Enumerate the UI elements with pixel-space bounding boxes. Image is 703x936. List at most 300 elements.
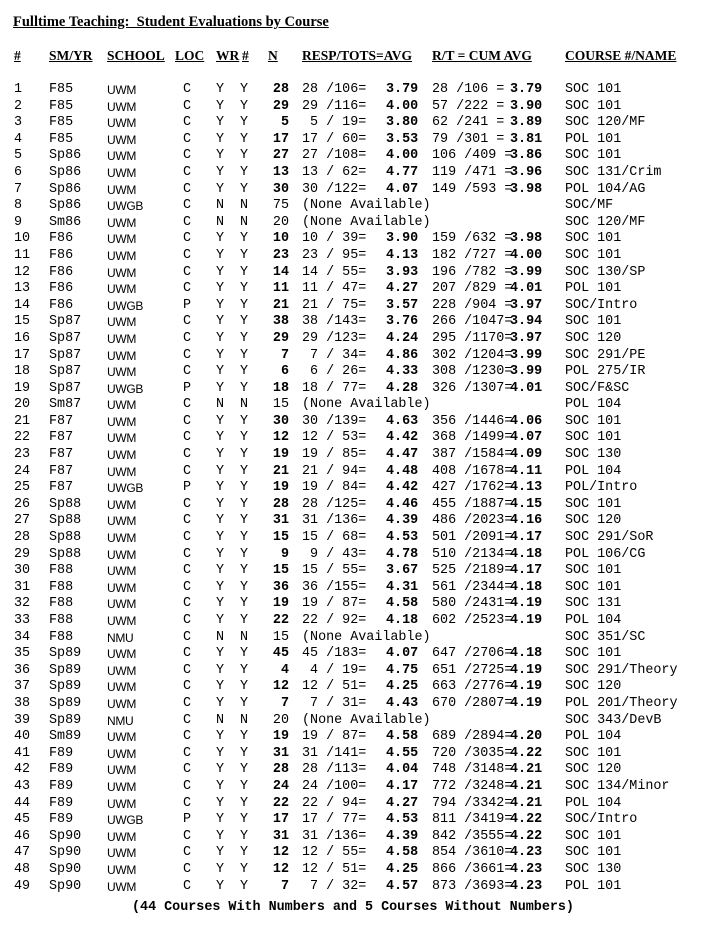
cumulative-average: 4.20	[510, 729, 543, 745]
responses-totals: (None Available)	[302, 397, 431, 413]
responses-totals: 12 / 55=	[302, 845, 367, 861]
cumulative-average: 3.96	[510, 164, 543, 180]
semester-year: Sp87	[49, 380, 82, 396]
responses-totals: 28 /113=	[302, 762, 367, 778]
location: C	[183, 264, 192, 280]
enrollment-n: 31	[272, 828, 289, 844]
hash-flag: Y	[240, 778, 249, 794]
running-totals: 368 /1499=	[432, 430, 513, 446]
average: 4.75	[386, 662, 419, 678]
cumulative-average: 4.23	[510, 861, 543, 877]
course-name: SOC 130	[565, 447, 622, 463]
average: 4.27	[386, 281, 419, 297]
hash-flag: Y	[240, 795, 249, 811]
table-row	[0, 148, 703, 165]
semester-year: F87	[49, 413, 74, 429]
hash-flag: Y	[240, 845, 249, 861]
cumulative-average: 4.19	[510, 596, 543, 612]
running-totals: 647 /2706=	[432, 646, 513, 662]
wr-flag: Y	[216, 778, 225, 794]
row-number: 23	[14, 447, 31, 463]
running-totals: 119 /471 =	[432, 164, 513, 180]
enrollment-n: 12	[272, 430, 289, 446]
average: 3.53	[386, 131, 419, 147]
location: C	[183, 364, 192, 380]
cumulative-average: 4.13	[510, 480, 543, 496]
hash-flag: Y	[240, 729, 249, 745]
responses-totals: 38 /143=	[302, 314, 367, 330]
running-totals: 525 /2189=	[432, 563, 513, 579]
course-name: SOC 101	[565, 430, 622, 446]
course-name: SOC 131/Crim	[565, 164, 662, 180]
average: 4.55	[386, 745, 419, 761]
location: C	[183, 214, 192, 230]
wr-flag: N	[216, 629, 225, 645]
average: 4.13	[386, 247, 419, 263]
course-name: POL 201/Theory	[565, 695, 678, 711]
table-row	[0, 281, 703, 298]
school: UWM	[107, 282, 137, 297]
semester-year: Sp88	[49, 546, 82, 562]
table-row	[0, 430, 703, 447]
responses-totals: 27 /108=	[302, 148, 367, 164]
location: C	[183, 397, 192, 413]
table-row	[0, 331, 703, 348]
running-totals: 302 /1204=	[432, 347, 513, 363]
enrollment-n: 7	[280, 695, 289, 711]
course-name: POL 104	[565, 795, 622, 811]
cumulative-average: 4.15	[510, 496, 543, 512]
course-name: SOC 291/SoR	[565, 530, 654, 546]
semester-year: Sp90	[49, 861, 82, 877]
wr-flag: Y	[216, 530, 225, 546]
running-totals: 854 /3610=	[432, 845, 513, 861]
semester-year: Sp90	[49, 878, 82, 894]
semester-year: Sp89	[49, 679, 82, 695]
wr-flag: Y	[216, 181, 225, 197]
responses-totals: 23 / 95=	[302, 247, 367, 263]
hash-flag: N	[240, 198, 249, 214]
school: UWM	[107, 846, 137, 861]
row-number: 15	[14, 314, 31, 330]
running-totals: 663 /2776=	[432, 679, 513, 695]
cumulative-average: 4.23	[510, 878, 543, 894]
table-row	[0, 796, 703, 813]
hash-flag: Y	[240, 496, 249, 512]
hash-flag: N	[240, 712, 249, 728]
average: 3.90	[386, 231, 419, 247]
running-totals: 62 /241 =	[432, 115, 505, 131]
hash-flag: Y	[240, 513, 249, 529]
row-number: 3	[14, 115, 23, 131]
semester-year: Sp86	[49, 148, 82, 164]
semester-year: F88	[49, 563, 74, 579]
hash-flag: Y	[240, 530, 249, 546]
running-totals: 720 /3035=	[432, 745, 513, 761]
school: UWM	[107, 365, 137, 380]
cumulative-average: 3.90	[510, 98, 543, 114]
hash-flag: Y	[240, 314, 249, 330]
school: NMU	[107, 630, 134, 645]
hash-flag: Y	[240, 264, 249, 280]
row-number: 6	[14, 164, 23, 180]
enrollment-n: 19	[272, 480, 289, 496]
average: 3.80	[386, 115, 419, 131]
cumulative-average: 4.17	[510, 530, 543, 546]
row-number: 44	[14, 795, 31, 811]
cumulative-average: 3.86	[510, 148, 543, 164]
school: NMU	[107, 713, 134, 728]
responses-totals: (None Available)	[302, 214, 431, 230]
cumulative-average: 4.09	[510, 447, 543, 463]
running-totals: 811 /3419=	[432, 812, 513, 828]
hash-flag: Y	[240, 231, 249, 247]
enrollment-n: 10	[272, 231, 289, 247]
location: C	[183, 330, 192, 346]
location: C	[183, 181, 192, 197]
course-name: SOC 101	[565, 745, 622, 761]
course-name: SOC 351/SC	[565, 629, 646, 645]
average: 4.00	[386, 148, 419, 164]
running-totals: 866 /3661=	[432, 861, 513, 877]
responses-totals: 12 / 53=	[302, 430, 367, 446]
wr-flag: N	[216, 214, 225, 230]
running-totals: 356 /1446=	[432, 413, 513, 429]
enrollment-n: 27	[272, 148, 289, 164]
school: UWM	[107, 232, 137, 247]
running-totals: 207 /829 =	[432, 281, 513, 297]
cumulative-average: 3.81	[510, 131, 543, 147]
hash-flag: Y	[240, 413, 249, 429]
semester-year: Sm89	[49, 729, 82, 745]
location: C	[183, 347, 192, 363]
running-totals: 159 /632 =	[432, 231, 513, 247]
enrollment-n: 4	[280, 662, 289, 678]
location: C	[183, 579, 192, 595]
cumulative-average: 3.99	[510, 347, 543, 363]
summary-footer: (44 Courses With Numbers and 5 Courses Without Numbers)	[132, 900, 574, 915]
enrollment-n: 15	[272, 530, 289, 546]
location: C	[183, 413, 192, 429]
course-name: SOC 134/Minor	[565, 778, 670, 794]
wr-flag: Y	[216, 264, 225, 280]
average: 4.77	[386, 164, 419, 180]
cumulative-average: 4.22	[510, 828, 543, 844]
enrollment-n: 13	[272, 164, 289, 180]
wr-flag: Y	[216, 762, 225, 778]
average: 4.33	[386, 364, 419, 380]
hash-flag: Y	[240, 646, 249, 662]
cumulative-average: 4.11	[510, 463, 543, 479]
row-number: 22	[14, 430, 31, 446]
location: C	[183, 164, 192, 180]
course-name: POL 106/CG	[565, 546, 646, 562]
responses-totals: 19 / 84=	[302, 480, 367, 496]
row-number: 33	[14, 613, 31, 628]
average: 4.63	[386, 413, 419, 429]
responses-totals: 45 /183=	[302, 646, 367, 662]
row-number: 13	[14, 281, 31, 297]
table-row	[0, 812, 703, 829]
wr-flag: Y	[216, 364, 225, 380]
wr-flag: Y	[216, 513, 225, 529]
average: 4.39	[386, 513, 419, 529]
row-number: 38	[14, 695, 31, 711]
header-semester-year: SM/YR	[49, 48, 93, 63]
enrollment-n: 7	[280, 347, 289, 363]
table-row	[0, 182, 703, 199]
cumulative-average: 4.07	[510, 430, 543, 446]
table-row	[0, 165, 703, 182]
hash-flag: Y	[240, 364, 249, 380]
semester-year: Sm86	[49, 214, 82, 230]
course-name: SOC 130/SP	[565, 264, 646, 280]
wr-flag: Y	[216, 347, 225, 363]
location: C	[183, 695, 192, 711]
wr-flag: Y	[216, 546, 225, 562]
table-row	[0, 414, 703, 431]
row-number: 10	[14, 231, 31, 247]
wr-flag: Y	[216, 861, 225, 877]
responses-totals: 21 / 75=	[302, 297, 367, 313]
table-header	[0, 48, 703, 66]
row-number: 20	[14, 397, 31, 413]
location: C	[183, 795, 192, 811]
location: C	[183, 131, 192, 147]
responses-totals: 22 / 94=	[302, 795, 367, 811]
semester-year: Sp90	[49, 845, 82, 861]
course-name: SOC 120	[565, 762, 622, 778]
cumulative-average: 4.19	[510, 679, 543, 695]
location: C	[183, 530, 192, 546]
wr-flag: Y	[216, 131, 225, 147]
school: UWM	[107, 763, 137, 778]
cumulative-average: 3.94	[510, 314, 543, 330]
hash-flag: Y	[240, 131, 249, 147]
enrollment-n: 23	[272, 247, 289, 263]
semester-year: F88	[49, 579, 74, 595]
wr-flag: Y	[216, 82, 225, 97]
row-number: 7	[14, 181, 23, 197]
location: C	[183, 596, 192, 612]
wr-flag: Y	[216, 596, 225, 612]
table-row	[0, 115, 703, 132]
course-name: POL 104	[565, 613, 622, 628]
wr-flag: N	[216, 397, 225, 413]
course-name: SOC 120	[565, 330, 622, 346]
row-number: 21	[14, 413, 31, 429]
semester-year: Sp89	[49, 695, 82, 711]
enrollment-n: 22	[272, 613, 289, 628]
course-name: SOC 291/Theory	[565, 662, 678, 678]
responses-totals: 31 /141=	[302, 745, 367, 761]
cumulative-average: 4.18	[510, 579, 543, 595]
enrollment-n: 30	[272, 181, 289, 197]
semester-year: Sm87	[49, 397, 82, 413]
row-number: 47	[14, 845, 31, 861]
semester-year: F85	[49, 131, 74, 147]
wr-flag: Y	[216, 447, 225, 463]
responses-totals: 13 / 62=	[302, 164, 367, 180]
hash-flag: Y	[240, 579, 249, 595]
enrollment-n: 18	[272, 380, 289, 396]
hash-flag: Y	[240, 82, 249, 97]
course-name: SOC/F&SC	[565, 380, 630, 396]
cumulative-average: 3.97	[510, 330, 543, 346]
wr-flag: N	[216, 712, 225, 728]
location: P	[183, 297, 192, 313]
responses-totals: 12 / 51=	[302, 679, 367, 695]
cumulative-average: 4.01	[510, 281, 543, 297]
responses-totals: 31 /136=	[302, 828, 367, 844]
course-name: SOC 343/DevB	[565, 712, 662, 728]
semester-year: Sp87	[49, 347, 82, 363]
running-totals: 149 /593 =	[432, 181, 513, 197]
row-number: 8	[14, 198, 23, 214]
running-totals: 182 /727 =	[432, 247, 513, 263]
enrollment-n: 7	[280, 878, 289, 894]
enrollment-n: 28	[272, 82, 289, 97]
row-number: 37	[14, 679, 31, 695]
enrollment-n: 28	[272, 762, 289, 778]
row-number: 40	[14, 729, 31, 745]
location: C	[183, 430, 192, 446]
school: UWM	[107, 564, 137, 579]
wr-flag: Y	[216, 148, 225, 164]
hash-flag: Y	[240, 447, 249, 463]
cumulative-average: 4.06	[510, 413, 543, 429]
school: UWGB	[107, 199, 144, 214]
enrollment-n: 19	[272, 447, 289, 463]
wr-flag: Y	[216, 231, 225, 247]
semester-year: Sp87	[49, 330, 82, 346]
location: C	[183, 496, 192, 512]
hash-flag: Y	[240, 297, 249, 313]
enrollment-n: 31	[272, 745, 289, 761]
school: UWM	[107, 614, 137, 628]
running-totals: 427 /1762=	[432, 480, 513, 496]
course-name: POL 101	[565, 131, 622, 147]
wr-flag: Y	[216, 247, 225, 263]
average: 4.42	[386, 480, 419, 496]
table-row	[0, 580, 703, 597]
semester-year: F85	[49, 115, 74, 131]
table-row	[0, 99, 703, 116]
row-number: 31	[14, 579, 31, 595]
school: UWM	[107, 149, 137, 164]
row-number: 1	[14, 82, 23, 97]
table-row	[0, 298, 703, 315]
row-number: 19	[14, 380, 31, 396]
semester-year: F87	[49, 463, 74, 479]
location: C	[183, 646, 192, 662]
course-name: SOC 101	[565, 845, 622, 861]
cumulative-average: 3.98	[510, 231, 543, 247]
location: C	[183, 679, 192, 695]
table-row	[0, 663, 703, 680]
running-totals: 842 /3555=	[432, 828, 513, 844]
row-number: 17	[14, 347, 31, 363]
wr-flag: Y	[216, 812, 225, 828]
average: 4.48	[386, 463, 419, 479]
average: 4.00	[386, 98, 419, 114]
location: P	[183, 380, 192, 396]
semester-year: Sp87	[49, 314, 82, 330]
semester-year: Sp88	[49, 496, 82, 512]
school: UWM	[107, 796, 137, 811]
running-totals: 106 /409 =	[432, 148, 513, 164]
hash-flag: Y	[240, 164, 249, 180]
table-row	[0, 746, 703, 763]
course-name: SOC 101	[565, 148, 622, 164]
running-totals: 326 /1307=	[432, 380, 513, 396]
hash-flag: Y	[240, 812, 249, 828]
enrollment-n: 31	[272, 513, 289, 529]
header-location: LOC	[175, 48, 205, 63]
school: UWM	[107, 464, 137, 479]
enrollment-n: 75	[272, 198, 289, 214]
running-totals: 57 /222 =	[432, 98, 505, 114]
hash-flag: Y	[240, 115, 249, 131]
cumulative-average: 4.18	[510, 646, 543, 662]
course-name: SOC 101	[565, 314, 622, 330]
average: 4.53	[386, 530, 419, 546]
semester-year: F89	[49, 762, 74, 778]
running-totals: 79 /301 =	[432, 131, 505, 147]
average: 4.27	[386, 795, 419, 811]
running-totals: 602 /2523=	[432, 613, 513, 628]
header-hash: #	[242, 48, 249, 63]
location: C	[183, 662, 192, 678]
table-row	[0, 762, 703, 779]
row-number: 41	[14, 745, 31, 761]
table-row	[0, 132, 703, 149]
school: UWM	[107, 99, 137, 114]
row-number: 26	[14, 496, 31, 512]
school: UWM	[107, 448, 137, 463]
row-number: 29	[14, 546, 31, 562]
responses-totals: 19 / 87=	[302, 729, 367, 745]
running-totals: 295 /1170=	[432, 330, 513, 346]
course-name: SOC 101	[565, 496, 622, 512]
responses-totals: 17 / 77=	[302, 812, 367, 828]
hash-flag: Y	[240, 480, 249, 496]
wr-flag: Y	[216, 695, 225, 711]
enrollment-n: 28	[272, 496, 289, 512]
running-totals: 486 /2023=	[432, 513, 513, 529]
semester-year: F86	[49, 264, 74, 280]
average: 4.04	[386, 762, 419, 778]
responses-totals: 5 / 19=	[302, 115, 367, 131]
location: C	[183, 629, 192, 645]
wr-flag: Y	[216, 496, 225, 512]
average: 4.25	[386, 679, 419, 695]
location: C	[183, 148, 192, 164]
course-name: SOC/Intro	[565, 812, 638, 828]
semester-year: F86	[49, 281, 74, 297]
location: P	[183, 812, 192, 828]
school: UWGB	[107, 813, 144, 828]
course-name: SOC/MF	[565, 198, 614, 214]
location: C	[183, 82, 192, 97]
course-name: POL 101	[565, 878, 622, 894]
table-row	[0, 397, 703, 414]
wr-flag: N	[216, 198, 225, 214]
responses-totals: 30 /139=	[302, 413, 367, 429]
school: UWM	[107, 331, 137, 346]
row-number: 48	[14, 861, 31, 877]
semester-year: F89	[49, 745, 74, 761]
